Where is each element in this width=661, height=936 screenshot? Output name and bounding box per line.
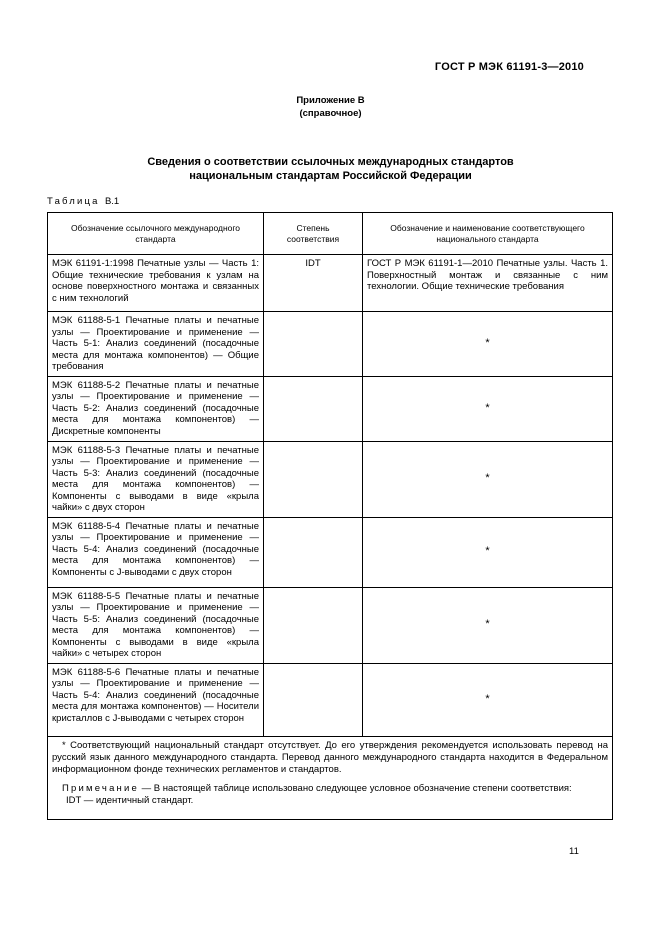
page-number: 11 <box>569 846 579 857</box>
intl-standard-cell: МЭК 61188-5-5 Печатные платы и печатные узлы — Проектирование и применение — Часть 5-5: Анализ соединений (посадочные места для монтажа компонентов) — Компоненты с выводами в виде «крыла чайки» с четырех сторон <box>48 587 264 663</box>
annex-heading <box>0 95 661 120</box>
annex-title: Приложение В <box>296 95 365 106</box>
document-code: ГОСТ Р МЭК 61191-3—2010 <box>434 61 584 73</box>
table-header <box>48 213 613 255</box>
national-standard-cell: * <box>363 441 613 517</box>
national-standard-cell: * <box>363 663 613 736</box>
footnote-row <box>48 736 613 819</box>
intl-standard-cell: МЭК 61188-5-4 Печатные платы и печатные узлы — Проектирование и применение — Часть 5-4: Анализ соединений (посадочные места для монтажа компонентов) — Компоненты с J-выводами с двух сторон <box>48 517 264 587</box>
degree-cell <box>264 587 363 663</box>
note-body: — В настоящей таблице использовано следующее условное обозначение степени соответствия: <box>139 782 572 794</box>
col-header-degree: Степень соответствия <box>264 213 363 255</box>
table-row <box>48 376 613 441</box>
intl-standard-cell: МЭК 61188-5-3 Печатные платы и печатные узлы — Проектирование и применение — Часть 5-3: Анализ соединений (посадочные места для монтажа компонентов) — Компоненты с выводами в виде «крыла чайки» с двух сторон <box>48 441 264 517</box>
table-footer <box>48 736 613 819</box>
table-row <box>48 312 613 377</box>
table-row <box>48 587 613 663</box>
intl-standard-cell: МЭК 61188-5-2 Печатные платы и печатные узлы — Проектирование и применение — Часть 5-2: Анализ соединений (посадочные места для монтажа компонентов) — Дискретные компоненты <box>48 376 264 441</box>
section-title <box>0 155 661 183</box>
note-idt-line: IDT — идентичный стандарт. <box>66 794 194 806</box>
table-row <box>48 517 613 587</box>
national-standard-cell: * <box>363 587 613 663</box>
table-label-number: В.1 <box>104 196 120 207</box>
col-header-national-standard: Обозначение и наименование соответствующего национального стандарта <box>363 213 613 255</box>
section-title-line1: Сведения о соответствии ссылочных международных стандартов <box>147 156 514 168</box>
col-header-intl-standard: Обозначение ссылочного международного стандарта <box>48 213 264 255</box>
national-standard-cell: ГОСТ Р МЭК 61191-1—2010 Печатные узлы. Часть 1. Поверхностный монтаж и связанные с ним технологии. Общие технические требования <box>363 255 613 312</box>
degree-cell <box>264 376 363 441</box>
national-standard-cell: * <box>363 376 613 441</box>
degree-cell <box>264 663 363 736</box>
degree-cell <box>264 312 363 377</box>
footnote-text: * Соответствующий национальный стандарт отсутствует. До его утверждения рекомендуется использовать перевод на русский язык данного международного стандарта. Перевод данного международного стандарта находится в Федеральном информационном фонде технических регламентов и стандартов. <box>52 739 608 775</box>
table-header-row <box>48 213 613 255</box>
footnote-cell <box>48 736 613 819</box>
national-standard-cell: * <box>363 312 613 377</box>
table-row <box>48 255 613 312</box>
note-prefix: Примечание <box>62 782 139 794</box>
intl-standard-cell: МЭК 61188-5-6 Печатные платы и печатные узлы — Проектирование и применение — Часть 5-4: Анализ соединений (посадочные места для монтажа компонентов) — Носители кристаллов с J-выводами с четырех сторон <box>48 663 264 736</box>
table-label-word: Таблица <box>47 196 100 207</box>
table-row <box>48 663 613 736</box>
national-standard-cell: * <box>363 517 613 587</box>
degree-cell <box>264 441 363 517</box>
degree-cell: IDT <box>264 255 363 312</box>
degree-cell <box>264 517 363 587</box>
annex-subtitle: (справочное) <box>299 107 362 119</box>
table-body <box>48 255 613 737</box>
intl-standard-cell: МЭК 61188-5-1 Печатные платы и печатные узлы — Проектирование и применение — Часть 5-1: Анализ соединений (посадочные места для монтажа компонентов) — Общие требования <box>48 312 264 377</box>
intl-standard-cell: МЭК 61191-1:1998 Печатные узлы — Часть 1: Общие технические требования к узлам на основе поверхностного монтажа и связанных с ним технологий <box>48 255 264 312</box>
table-label <box>47 196 119 207</box>
section-title-line2: национальным стандартам Российской Федерации <box>189 170 472 182</box>
correspondence-table <box>47 212 613 820</box>
note-text <box>52 783 608 795</box>
table-row <box>48 441 613 517</box>
